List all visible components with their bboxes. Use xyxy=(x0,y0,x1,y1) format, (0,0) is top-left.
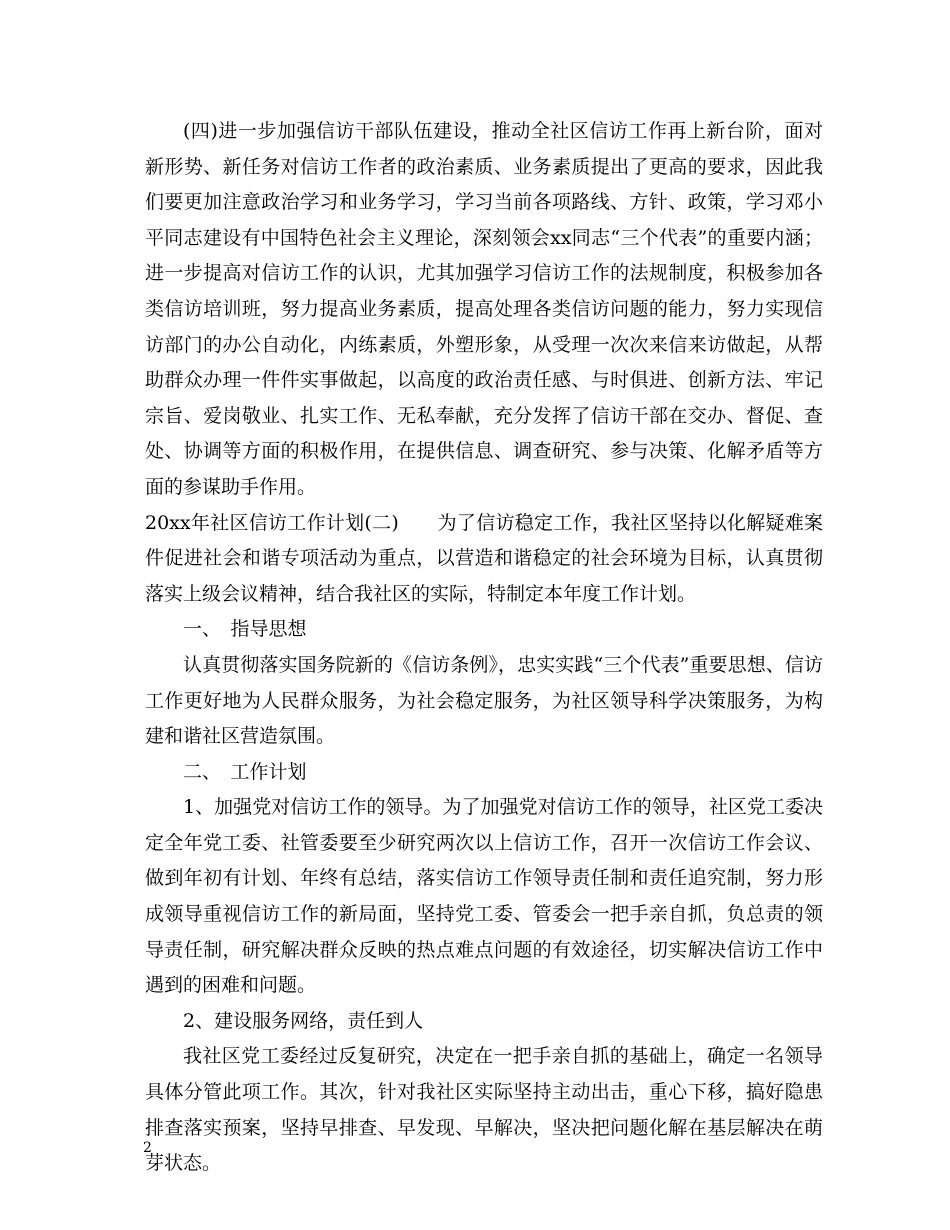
paragraph-work-plan-intro: 20xx年社区信访工作计划(二) 为了信访稳定工作，我社区坚持以化解疑难案件促进社会和谐专项活动为重点，以营造和谐稳定的社会环境为目标，认真贯彻落实上级会议精神，结合我社区的实际，特制定本年度工作计划。 xyxy=(145,511,823,605)
paragraph-cadre-team-building: (四)进一步加强信访干部队伍建设，推动全社区信访工作再上新台阶，面对新形势、新任务对信访工作者的政治素质、业务素质提出了更高的要求，因此我们要更加注意政治学习和业务学习，学习当前各项路线、方针、政策，学习邓小平同志建设有中国特色社会主义理论，深刻领会xx同志“三个代表”的重要内涵；进一步提高对信访工作的认识，尤其加强学习信访工作的法规制度，积极参加各类信访培训班，努力提高业务素质，提高处理各类信访问题的能力，努力实现信访部门的办公自动化，内练素质，外塑形象，从受理一次次来信来访做起，从帮助群众办理一件件实事做起，以高度的政治责任感、与时俱进、创新方法、牢记宗旨、爱岗敬业、扎实工作、无私奉献，充分发挥了信访干部在交办、督促、查处、协调等方面的积极作用，在提供信息、调查研究、参与决策、化解矛盾等方面的参谋助手作用。 xyxy=(145,120,823,498)
heading-service-network: 2、建设服务网络，责任到人 xyxy=(183,1009,424,1032)
paragraph-service-network: 我社区党工委经过反复研究，决定在一把手亲自抓的基础上，确定一名领导具体分管此项工作。其次，针对我社区实际坚持主动出击，重心下移，搞好隐患排查落实预案，坚持早排查、早发现、早解决，坚决把问题化解在基层解决在萌芽状态。 xyxy=(145,1045,823,1175)
paragraph-party-leadership: 1、加强党对信访工作的领导。为了加强党对信访工作的领导，社区党工委决定全年党工委、社管委要至少研究两次以上信访工作，召开一次信访工作会议、做到年初有计划、年终有总结，落实信访工作领导责任制和责任追究制，努力形成领导重视信访工作的新局面，坚持党工委、管委会一把手亲自抓，负总责的领导责任制，研究解决群众反映的热点难点问题的有效途径，切实解决信访工作中遇到的困难和问题。 xyxy=(145,796,823,997)
heading-work-plan: 二、 工作计划 xyxy=(183,760,307,783)
body-text xyxy=(145,114,823,1182)
page-number: 2 xyxy=(143,1140,152,1156)
heading-guiding-ideology: 一、 指导思想 xyxy=(183,618,307,641)
paragraph-guiding-ideology: 认真贯彻落实国务院新的《信访条例》，忠实实践“三个代表”重要思想、信访工作更好地为人民群众服务，为社会稳定服务，为社区领导科学决策服务，为构建和谐社区营造氛围。 xyxy=(145,653,823,748)
